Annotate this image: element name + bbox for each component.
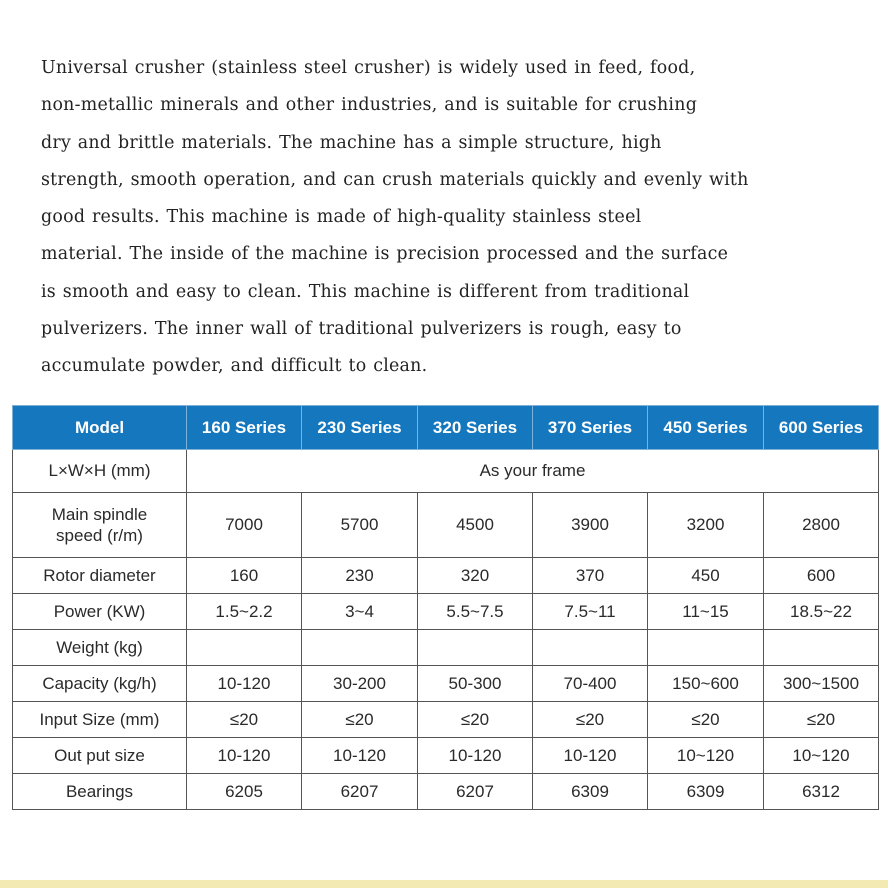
row-label-line: speed (r/m) [56,526,143,545]
table-cell: 10-120 [187,738,302,774]
table-cell [764,630,879,666]
table-cell: ≤20 [764,702,879,738]
spec-table [12,405,879,810]
table-row [13,774,879,810]
row-label [13,493,187,558]
table-cell: 70-400 [533,666,648,702]
row-label: Out put size [13,738,187,774]
table-cell: 450 [648,558,764,594]
table-cell: 11~15 [648,594,764,630]
table-cell: 300~1500 [764,666,879,702]
table-cell [187,630,302,666]
intro-line: Universal crusher (stainless steel crusher) is widely used in feed, food, [41,58,696,78]
row-label-line: Main spindle [51,505,148,524]
table-cell: 150~600 [648,666,764,702]
table-cell: ≤20 [187,702,302,738]
table-cell: ≤20 [648,702,764,738]
table-cell: 3900 [533,493,648,558]
table-cell: ≤20 [418,702,533,738]
table-cell: 5.5~7.5 [418,594,533,630]
table-cell: As your frame [187,450,879,493]
row-label: Input Size (mm) [13,702,187,738]
table-cell: 10~120 [764,738,879,774]
header-series: 450 Series [648,406,764,450]
intro-line: non-metallic minerals and other industries, and is suitable for crushing [41,95,698,116]
intro-paragraph [41,50,883,386]
table-row [13,450,879,493]
table-cell: 10~120 [648,738,764,774]
intro-line: strength, smooth operation, and can crush materials quickly and evenly with [41,169,749,190]
intro-line: pulverizers. The inner wall of traditional pulverizers is rough, easy to [41,319,682,340]
row-label: L×W×H (mm) [13,450,187,493]
table-cell: 6207 [302,774,418,810]
row-label: Bearings [13,774,187,810]
header-series: 370 Series [533,406,648,450]
header-series: 600 Series [764,406,879,450]
table-header-row [13,406,879,450]
table-cell: 10-120 [187,666,302,702]
table-cell: 7.5~11 [533,594,648,630]
table-cell: 10-120 [302,738,418,774]
table-cell: 160 [187,558,302,594]
table-row [13,630,879,666]
table-cell [418,630,533,666]
table-cell: 320 [418,558,533,594]
header-series: 230 Series [302,406,418,450]
table-cell: 370 [533,558,648,594]
table-cell: 6309 [648,774,764,810]
row-label: Rotor diameter [13,558,187,594]
table-cell: 6309 [533,774,648,810]
table-cell: 50-300 [418,666,533,702]
table-cell: 10-120 [418,738,533,774]
intro-line: material. The inside of the machine is precision processed and the surface [41,244,729,265]
table-cell: 6205 [187,774,302,810]
table-row [13,493,879,558]
table-cell: 6207 [418,774,533,810]
table-cell: ≤20 [533,702,648,738]
table-cell [648,630,764,666]
table-cell: ≤20 [302,702,418,738]
table-cell: 18.5~22 [764,594,879,630]
table-cell: 1.5~2.2 [187,594,302,630]
intro-line: good results. This machine is made of high-quality stainless steel [41,207,642,228]
intro-line: dry and brittle materials. The machine has a simple structure, high [41,132,662,153]
header-model: Model [13,406,187,450]
table-row [13,558,879,594]
row-label: Weight (kg) [13,630,187,666]
row-label: Capacity (kg/h) [13,666,187,702]
intro-line: is smooth and easy to clean. This machine is different from traditional [41,281,690,302]
row-label: Power (KW) [13,594,187,630]
table-cell [302,630,418,666]
table-cell: 5700 [302,493,418,558]
table-cell: 10-120 [533,738,648,774]
table-cell: 230 [302,558,418,594]
table-cell: 3200 [648,493,764,558]
table-cell: 3~4 [302,594,418,630]
table-cell: 6312 [764,774,879,810]
table-cell: 30-200 [302,666,418,702]
bottom-decorative-band [0,880,888,888]
header-series: 320 Series [418,406,533,450]
table-row [13,594,879,630]
intro-line: accumulate powder, and difficult to clean. [41,356,428,377]
table-cell: 4500 [418,493,533,558]
table-cell: 600 [764,558,879,594]
table-row [13,702,879,738]
table-cell [533,630,648,666]
table-cell: 2800 [764,493,879,558]
table-cell: 7000 [187,493,302,558]
table-row [13,738,879,774]
header-series: 160 Series [187,406,302,450]
table-row [13,666,879,702]
